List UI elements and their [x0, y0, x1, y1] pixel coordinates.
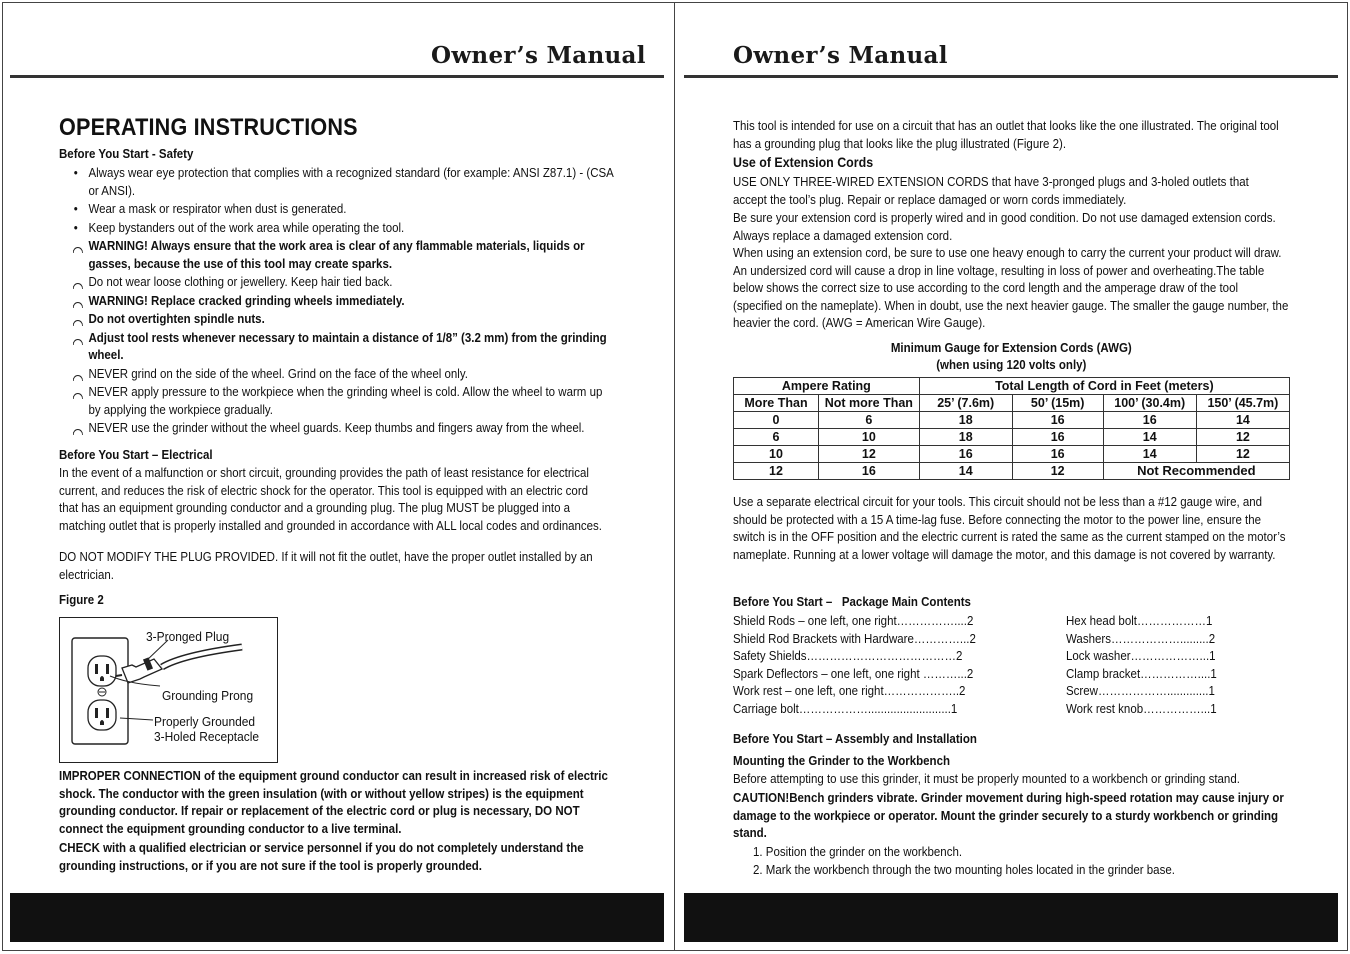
label-receptacle-line-1: Properly Grounded: [154, 714, 256, 729]
table-cell: 14: [919, 463, 1012, 480]
table-cell: 12: [819, 446, 920, 463]
left-footer-bar: [10, 893, 664, 942]
figure-2-outlet-diagram: [59, 617, 278, 763]
safety-heading: Before You Start - Safety: [59, 147, 194, 161]
table-cell: 16: [1012, 446, 1103, 463]
table-cell: 18: [919, 429, 1012, 446]
table-cell: 16: [919, 446, 1012, 463]
ampere-rating-header: Ampere Rating: [734, 378, 920, 395]
package-item: Spark Deflectors – one left, one right ………...2: [733, 666, 974, 681]
table-cell: 6: [819, 412, 920, 429]
table-cell: 12: [1196, 429, 1289, 446]
mounting-paragraph: Before attempting to use this grinder, it must be properly mounted to a workbench or grinding stand.: [733, 772, 1240, 786]
col-header-100ft: 100’ (30.4m): [1103, 395, 1196, 412]
right-footer-bar: [684, 893, 1338, 942]
right-header-rule: [684, 75, 1338, 78]
safety-bullet-text: NEVER grind on the side of the wheel. Grind on the face of the wheel only.: [88, 366, 468, 381]
table-cell: 14: [1196, 412, 1289, 429]
circuit-paragraph: Use a separate electrical circuit for your tools. This circuit should not be less than a #12 gauge wire, and should be protected with a 15 A time-lag fuse. Before connecting the motor to the power line, ensure the switch is in the OFF position and the electric current is rated the same as the current stamped on the motor’s nameplate. Running at a lower voltage will damage the motor, and this damage is not covered by warranty.: [733, 495, 1286, 562]
safety-bullet-item: [59, 220, 616, 238]
arc-bullet-icon: [73, 385, 83, 405]
right-page-header: Owner’s Manual: [733, 42, 948, 69]
table-cell: 14: [1103, 446, 1196, 463]
table-group-header-row: [734, 378, 1290, 395]
table-title-line-1: Minimum Gauge for Extension Cords (AWG): [890, 341, 1132, 355]
table-row: [734, 463, 1290, 480]
safety-bullets: [59, 165, 616, 438]
three-pronged-plug: [116, 647, 242, 683]
table-cell: 0: [734, 412, 819, 429]
col-header-50ft: 50’ (15m): [1012, 395, 1103, 412]
safety-bullet-text: WARNING! Replace cracked grinding wheels immediately.: [88, 293, 405, 308]
figure-label: Figure 2: [59, 593, 104, 607]
safety-bullet-item: [59, 201, 616, 219]
assembly-heading: Before You Start – Assembly and Installation: [733, 732, 977, 746]
safety-bullet-text: Wear a mask or respirator when dust is generated.: [88, 202, 347, 216]
arc-bullet-icon: [73, 239, 83, 259]
extension-cord-gauge-table: [733, 377, 1290, 480]
package-list-left: [733, 613, 1000, 718]
extension-paragraph-2: Be sure your extension cord is properly wired and in good condition. Do not use damaged extension cords. Always replace a damaged extension cord.: [733, 211, 1276, 243]
dot-bullet-icon: •: [73, 220, 78, 235]
intro-paragraph: This tool is intended for use on a circuit that has an outlet that looks like the one illustrated. The original tool has a grounding plug that looks like the plug illustrated (Figure 2).: [733, 119, 1279, 151]
safety-bullet-text: Keep bystanders out of the work area while operating the tool.: [88, 220, 405, 235]
package-item: Work rest knob……………...1: [1066, 701, 1217, 716]
safety-bullet-item: [59, 238, 616, 273]
extension-cords-heading: Use of Extension Cords: [733, 155, 874, 170]
dot-bullet-icon: •: [73, 166, 78, 180]
package-contents-heading: Before You Start – Package Main Contents: [733, 595, 971, 609]
safety-bullet-text: Do not wear loose clothing or jewellery. Keep hair tied back.: [88, 275, 393, 289]
package-item: Shield Rod Brackets with Hardware…………...2: [733, 631, 976, 646]
left-header-rule: [10, 75, 664, 78]
dot-bullet-icon: •: [73, 202, 78, 216]
table-cell: 14: [1103, 429, 1196, 446]
label-receptacle-line-2: 3-Holed Receptacle: [154, 729, 260, 744]
package-item: Shield Rods – one left, one right……………....2: [733, 614, 974, 628]
page-divider: [674, 2, 675, 951]
table-cell: 16: [1103, 412, 1196, 429]
table-cell: 10: [819, 429, 920, 446]
label-grounding-prong: Grounding Prong: [162, 688, 254, 703]
col-header-25ft: 25’ (7.6m): [919, 395, 1012, 412]
safety-bullet-item: [59, 293, 616, 311]
extension-paragraph-1: USE ONLY THREE-WIRED EXTENSION CORDS that have 3-pronged plugs and 3-holed outlets that accept the tool’s plug. Repair or replace damaged or worn cords immediately.: [733, 175, 1249, 207]
table-cell: 12: [734, 463, 819, 480]
table-cell: 12: [1012, 463, 1103, 480]
col-header-more-than: More Than: [734, 395, 819, 412]
not-recommended-cell: Not Recommended: [1103, 463, 1289, 480]
package-item: Clamp bracket……………....1: [1066, 666, 1217, 681]
left-page-header: Owner’s Manual: [431, 42, 646, 69]
arc-bullet-icon: [73, 331, 83, 351]
safety-bullet-item: [59, 311, 616, 329]
table-cell: 6: [734, 429, 819, 446]
label-receptacle: [154, 714, 259, 744]
lower-receptacle: [88, 700, 116, 730]
package-item: Carriage bolt………………..........................1: [733, 701, 958, 716]
table-cell: 18: [919, 412, 1012, 429]
table-title-line-2: (when using 120 volts only): [936, 358, 1087, 372]
safety-bullet-item: [59, 366, 616, 384]
table-cell: 16: [1012, 429, 1103, 446]
table-cell: 16: [1012, 412, 1103, 429]
mounting-step-2: 2. Mark the workbench through the two mounting holes located in the grinder base.: [753, 862, 1175, 877]
upper-receptacle: [88, 656, 116, 686]
check-electrician-paragraph: CHECK with a qualified electrician or service personnel if you do not completely understand the grounding instructions, or if you are not sure if the tool is properly grounded.: [59, 841, 584, 873]
arc-bullet-icon: [73, 421, 83, 441]
package-item: Washers……………….........2: [1066, 631, 1216, 646]
safety-bullet-item: [59, 274, 616, 292]
table-column-header-row: [734, 395, 1290, 412]
safety-list: [59, 165, 616, 439]
improper-connection-paragraph: IMPROPER CONNECTION of the equipment ground conductor can result in increased risk of electric shock. The conductor with the green insulation (with or without yellow stripes) is the equipment grounding conductor. If repair or replacement of the electric cord or plug is necessary, DO NOT connect the equipment grounding conductor to a live terminal.: [59, 769, 608, 836]
electrical-heading: Before You Start – Electrical: [59, 448, 213, 462]
package-item: Work rest – one left, one right………………..2: [733, 684, 966, 698]
table-cell: 10: [734, 446, 819, 463]
table-cell: 12: [1196, 446, 1289, 463]
table-row: [734, 412, 1290, 429]
table-cell: 16: [819, 463, 920, 480]
safety-bullet-text: Always wear eye protection that complies with a recognized standard (for example: ANSI Z87.1) - (CSA or ANSI).: [88, 166, 614, 198]
package-list-right: [1066, 613, 1241, 718]
label-three-pronged-plug: 3-Pronged Plug: [146, 629, 230, 644]
safety-bullet-text: NEVER apply pressure to the workpiece when the grinding wheel is cold. Allow the wheel to warm up by applying the workpiece gradually.: [88, 385, 603, 417]
safety-bullet-item: [59, 330, 616, 365]
table-row: [734, 429, 1290, 446]
package-item: Screw……………….............1: [1066, 684, 1215, 698]
safety-bullet-item: [59, 384, 616, 419]
safety-bullet-text: NEVER use the grinder without the wheel guards. Keep thumbs and fingers away from the wheel.: [88, 421, 585, 435]
safety-bullet-text: WARNING! Always ensure that the work area is clear of any flammable materials, liquids or gasses, because the use of this tool may create sparks.: [88, 239, 585, 271]
mounting-steps: [753, 844, 1287, 879]
mounting-heading: Mounting the Grinder to the Workbench: [733, 754, 951, 768]
package-item: Lock washer………………...1: [1066, 649, 1216, 663]
table-row: [734, 446, 1290, 463]
cord-length-header: Total Length of Cord in Feet (meters): [919, 378, 1289, 395]
col-header-not-more-than: Not more Than: [819, 395, 920, 412]
electrical-paragraph: In the event of a malfunction or short circuit, grounding provides the path of least resistance for electrical current, and reduces the risk of electric shock for the operator. This tool is equipped with an electric cord that has an equipment grounding conductor and a grounding plug. The plug MUST be plugged into a matching outlet that is properly installed and grounded in accordance with ALL local codes and ordinances.: [59, 466, 602, 533]
mounting-step-1: 1. Position the grinder on the workbench.: [753, 845, 963, 859]
safety-bullet-text: Adjust tool rests whenever necessary to maintain a distance of 1/8” (3.2 mm) from the grinding wheel.: [88, 330, 607, 362]
package-item: Safety Shields…………………………………2: [733, 649, 963, 663]
section-title: OPERATING INSTRUCTIONS: [59, 114, 358, 141]
col-header-150ft: 150’ (45.7m): [1196, 395, 1289, 412]
modify-plug-paragraph: DO NOT MODIFY THE PLUG PROVIDED. If it will not fit the outlet, have the proper outlet installed by an electrician.: [59, 550, 593, 582]
safety-bullet-item: [59, 420, 616, 438]
caution-paragraph: CAUTION!Bench grinders vibrate. Grinder movement during high-speed rotation may cause injury or damage to the workpiece or operator. Mount the grinder securely to a sturdy workbench or grinding stand.: [733, 791, 1284, 840]
safety-bullet-item: [59, 165, 616, 200]
extension-paragraph-3: When using an extension cord, be sure to use one heavy enough to carry the current your product will draw. An undersized cord will cause a drop in line voltage, resulting in loss of power and overheating.The table below shows the correct size to use according to the cord length and the amperage draw of the tool (specified on the nameplate). When in doubt, use the next heavier gauge. The smaller the gauge number, the heavier the cord. (AWG = American Wire Gauge).: [733, 246, 1289, 330]
safety-bullet-text: Do not overtighten spindle nuts.: [88, 312, 265, 326]
package-item: Hex head bolt………………1: [1066, 614, 1213, 628]
